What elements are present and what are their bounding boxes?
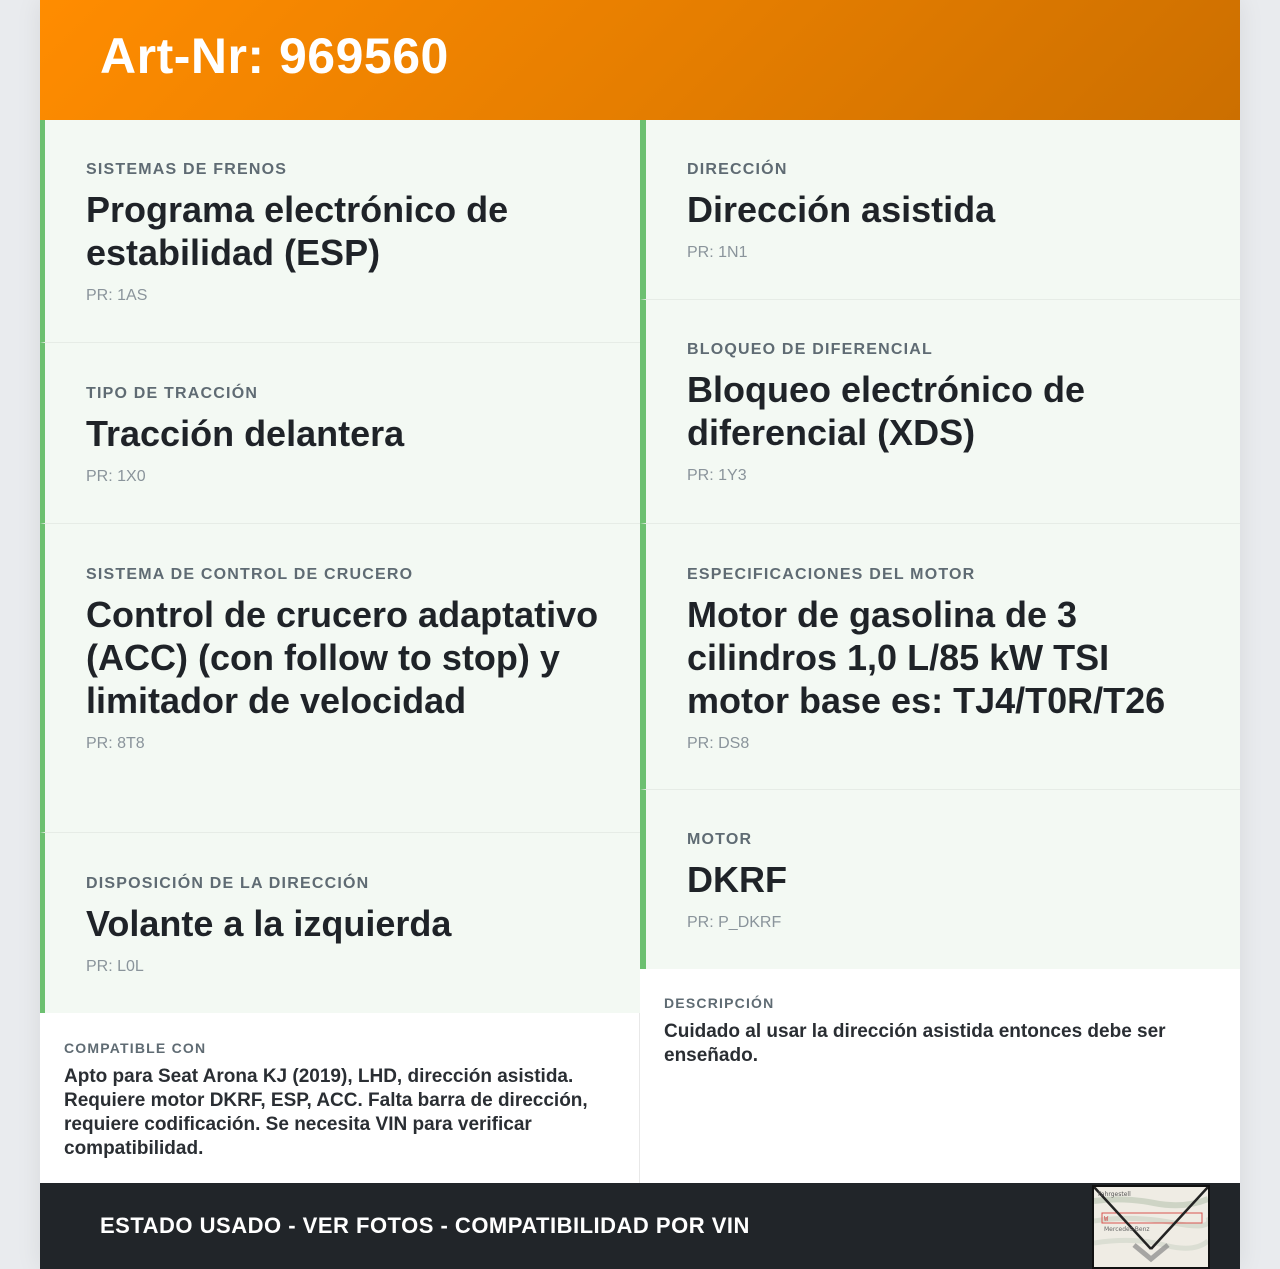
description-text: Cuidado al usar la dirección asistida entonces debe ser enseñado. (664, 1021, 1166, 1066)
plate-stamp-text: Mercedes-Benz (1104, 1226, 1150, 1233)
plate-photo-image (1094, 1187, 1208, 1267)
plate-stamp-text: W (1104, 1215, 1109, 1223)
spec-pr-code: PR: P_DKRF (687, 914, 782, 931)
spec-value: Volante a la izquierda (86, 903, 452, 944)
spec-pr-code: PR: 1N1 (687, 244, 748, 261)
spec-category: TIPO DE TRACCIÓN (86, 385, 259, 402)
spec-value: Bloqueo electrónico de diferencial (XDS) (687, 369, 1086, 453)
spec-card-steering (640, 120, 1240, 300)
spec-value: DKRF (687, 859, 787, 900)
footer-bar (40, 1183, 1240, 1269)
spec-pr-code: PR: DS8 (687, 735, 750, 752)
spec-category: BLOQUEO DE DIFERENCIAL (687, 341, 933, 358)
spec-value: Dirección asistida (687, 189, 996, 230)
spec-category: DIRECCIÓN (687, 161, 788, 178)
footer-status-text: ESTADO USADO - VER FOTOS - COMPATIBILIDAD POR VIN (100, 1213, 750, 1238)
spec-value: Programa electrónico de estabilidad (ESP) (86, 189, 509, 273)
spec-card-engine-code (640, 790, 1240, 969)
spec-card-steering-side (40, 833, 640, 1013)
spec-pr-code: PR: 1X0 (86, 468, 146, 485)
description-label: DESCRIPCIÓN (664, 995, 775, 1011)
spec-category: ESPECIFICACIONES DEL MOTOR (687, 566, 976, 583)
spec-category: SISTEMAS DE FRENOS (86, 161, 288, 178)
spec-card-traction (40, 343, 640, 524)
description-section (640, 969, 1240, 1183)
spec-value: Control de crucero adaptativo (ACC) (con follow to stop) y limitador de velocidad (86, 594, 599, 721)
spec-pr-code: PR: 1AS (86, 287, 148, 304)
spec-card-cruise-control (40, 524, 640, 833)
vehicle-plate-photo-thumbnail[interactable] (1092, 1185, 1210, 1269)
spec-pr-code: PR: 1Y3 (687, 467, 747, 484)
plate-stamp-text: Fahrgestell (1098, 1191, 1131, 1198)
compatibility-text: Apto para Seat Arona KJ (2019), LHD, dirección asistida. Requiere motor DKRF, ESP, ACC. Falta barra de dirección, requiere codificación. Se necesita VIN para verificar compatibilidad. (64, 1066, 588, 1159)
spec-value: Tracción delantera (86, 413, 405, 454)
spec-pr-code: PR: L0L (86, 958, 144, 975)
page (40, 0, 1240, 1269)
spec-category: MOTOR (687, 831, 753, 848)
spec-value: Motor de gasolina de 3 cilindros 1,0 L/85 kW TSI motor base es: TJ4/T0R/T26 (687, 594, 1166, 721)
article-number-title: Art-Nr: 969560 (100, 28, 449, 84)
compatibility-label: COMPATIBLE CON (64, 1040, 207, 1056)
left-column (40, 120, 640, 1013)
spec-card-brakes (40, 120, 640, 343)
compatibility-section (40, 1013, 640, 1183)
spec-category: SISTEMA DE CONTROL DE CRUCERO (86, 566, 414, 583)
spec-card-engine-specs (640, 524, 1240, 790)
right-column (640, 120, 1240, 969)
header-banner (40, 0, 1240, 120)
spec-card-differential (640, 300, 1240, 524)
spec-pr-code: PR: 8T8 (86, 735, 145, 752)
spec-category: DISPOSICIÓN DE LA DIRECCIÓN (86, 875, 370, 892)
